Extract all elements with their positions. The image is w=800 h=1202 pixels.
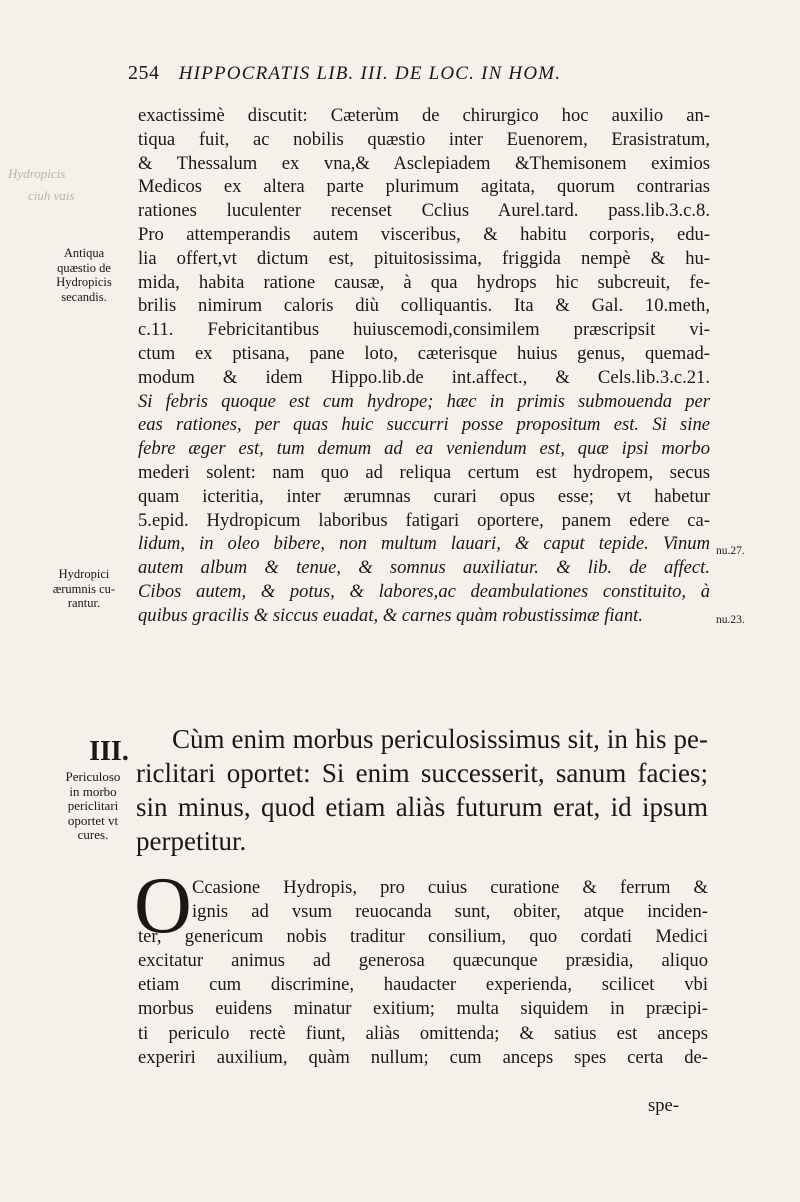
text-line: ti periculo rectè fiunt, aliàs omittenda; & satius est anceps [138, 1022, 708, 1044]
text-line: Medicos ex altera parte plurimum agitata, quorum contrarias [138, 176, 710, 198]
text-line: mida, habita ratione causæ, à qua hydrops hic subcreuit, fe- [138, 271, 710, 293]
catchword: spe- [648, 1095, 679, 1116]
margin-note-line: Periculoso [65, 769, 121, 784]
text-line: lia offert,vt dictum est, pituitosissima, friggida nempè & hu- [138, 247, 710, 269]
margin-note-line: periclitari [67, 798, 119, 813]
margin-note-antiqua [40, 246, 128, 304]
text-line: & Thessalum ex vna,& Asclepiadem &Themisonem eximios [138, 152, 710, 174]
aphorism-text-block [136, 722, 708, 858]
margin-note-line: Antiqua [63, 246, 105, 260]
text-line: 5.epid. Hydropicum laboribus fatigari oportere, panem edere ca- [138, 509, 710, 531]
text-line: ctum ex ptisana, pane loto, cæterisque huius genus, quemad- [138, 342, 710, 364]
margin-note-line: cures. [77, 827, 109, 842]
right-margin-reference: nu.27. [716, 545, 745, 557]
text-line: tiqua fuit, ac nobilis quæstio inter Euenorem, Erasistratum, [138, 128, 710, 150]
text-line: Pro attemperandis autem visceribus, & habitu corporis, edu- [138, 223, 710, 245]
margin-note-line: ærumnis cu- [52, 581, 116, 596]
text-line: Ccasione Hydropis, pro cuius curatione & ferrum & [192, 877, 708, 898]
text-line: rationes luculenter recenset Cclius Aurel.tard. pass.lib.3.c.8. [138, 200, 710, 222]
margin-note-line: secandis. [61, 289, 107, 304]
page-number: 254 [128, 62, 160, 84]
margin-note-line: quæstio de [57, 260, 111, 275]
aphorism-line: sin minus, quod etiam aliàs futurum erat, id ipsum [136, 792, 708, 822]
margin-note-line: Hydropici [58, 567, 110, 581]
text-line: c.11. Febricitantibus huiuscemodi,consimilem præscripsit vi- [138, 319, 710, 341]
text-line-italic: autem album & tenue, & somnus auxiliatur. & lib. de affect. [138, 557, 710, 579]
text-line-italic: quibus gracilis & siccus euadat, & carnes quàm robustissimæ fiant. [138, 604, 643, 626]
text-line: etiam cum discrimine, haudacter experienda, scilicet vbi [138, 974, 708, 996]
margin-note-line: Hydropicis [56, 275, 112, 289]
drop-cap: O [134, 862, 192, 950]
text-line: ignis ad vsum reuocanda sunt, obiter, atque inciden- [192, 901, 708, 923]
text-line-italic: Si febris quoque est cum hydrope; hæc in primis submouenda per [138, 390, 710, 412]
aphorism-line: perpetitur. [136, 826, 247, 856]
text-line: brilis nimirum caloris diù colliquantis. Ita & Gal. 10.meth, [138, 295, 710, 317]
text-line: morbus euidens minatur exitium; multa siquidem in præcipi- [138, 998, 708, 1020]
text-line: mederi solent: nam quo ad reliqua certum est hydropem, secus [138, 461, 710, 483]
text-line-italic: lidum, in oleo bibere, non multum lauari, & caput tepide. Vinum [138, 533, 710, 555]
section-number: III. [89, 736, 129, 767]
section-margin-note [50, 770, 136, 843]
text-line: quam icteritia, inter ærumnas curari opus esse; vt habetur [138, 485, 710, 507]
text-line: modum & idem Hippo.lib.de int.affect., & Cels.lib.3.c.21. [138, 366, 710, 388]
margin-note-hydropici [40, 567, 128, 611]
aphorism-line: riclitari oportet: Si enim successerit, sanum facies; [136, 758, 708, 788]
margin-note-line: rantur. [67, 596, 101, 610]
margin-note-line: in morbo [69, 783, 117, 799]
show-through-text: ciuh vais [28, 188, 75, 203]
text-line-italic: Cibos autem, & potus, & labores,ac deambulationes constituito, à [138, 580, 710, 602]
text-line-italic: febre æger est, tum demum ad ea veniendum est, quæ ipsi morbo [138, 438, 710, 460]
text-line: experiri auxilium, quàm nullum; cum anceps spes certa de- [138, 1047, 708, 1069]
show-through-text: Hydropicis [8, 166, 66, 181]
commentary-text-block [138, 876, 708, 1070]
text-line: exactissimè discutit: Cæterùm de chirurgico hoc auxilio an- [138, 105, 710, 126]
running-header [128, 62, 688, 85]
margin-note-line: oportet vt [67, 812, 119, 828]
running-title: HIPPOCRATIS LIB. III. DE LOC. IN HOM. [178, 63, 562, 84]
aphorism-line: Cùm enim morbus periculosissimus sit, in his pe- [172, 724, 708, 754]
right-margin-reference: nu.23. [716, 614, 745, 626]
text-line-italic: eas rationes, per quas huic succurri posse propositum est. Si sine [138, 414, 710, 436]
text-line: ter, genericum nobis traditur consilium, quo cordati Medici [138, 925, 708, 947]
text-line: excitatur animus ad generosa quæcunque præsidia, aliquo [138, 949, 708, 971]
main-text-block [138, 104, 710, 628]
